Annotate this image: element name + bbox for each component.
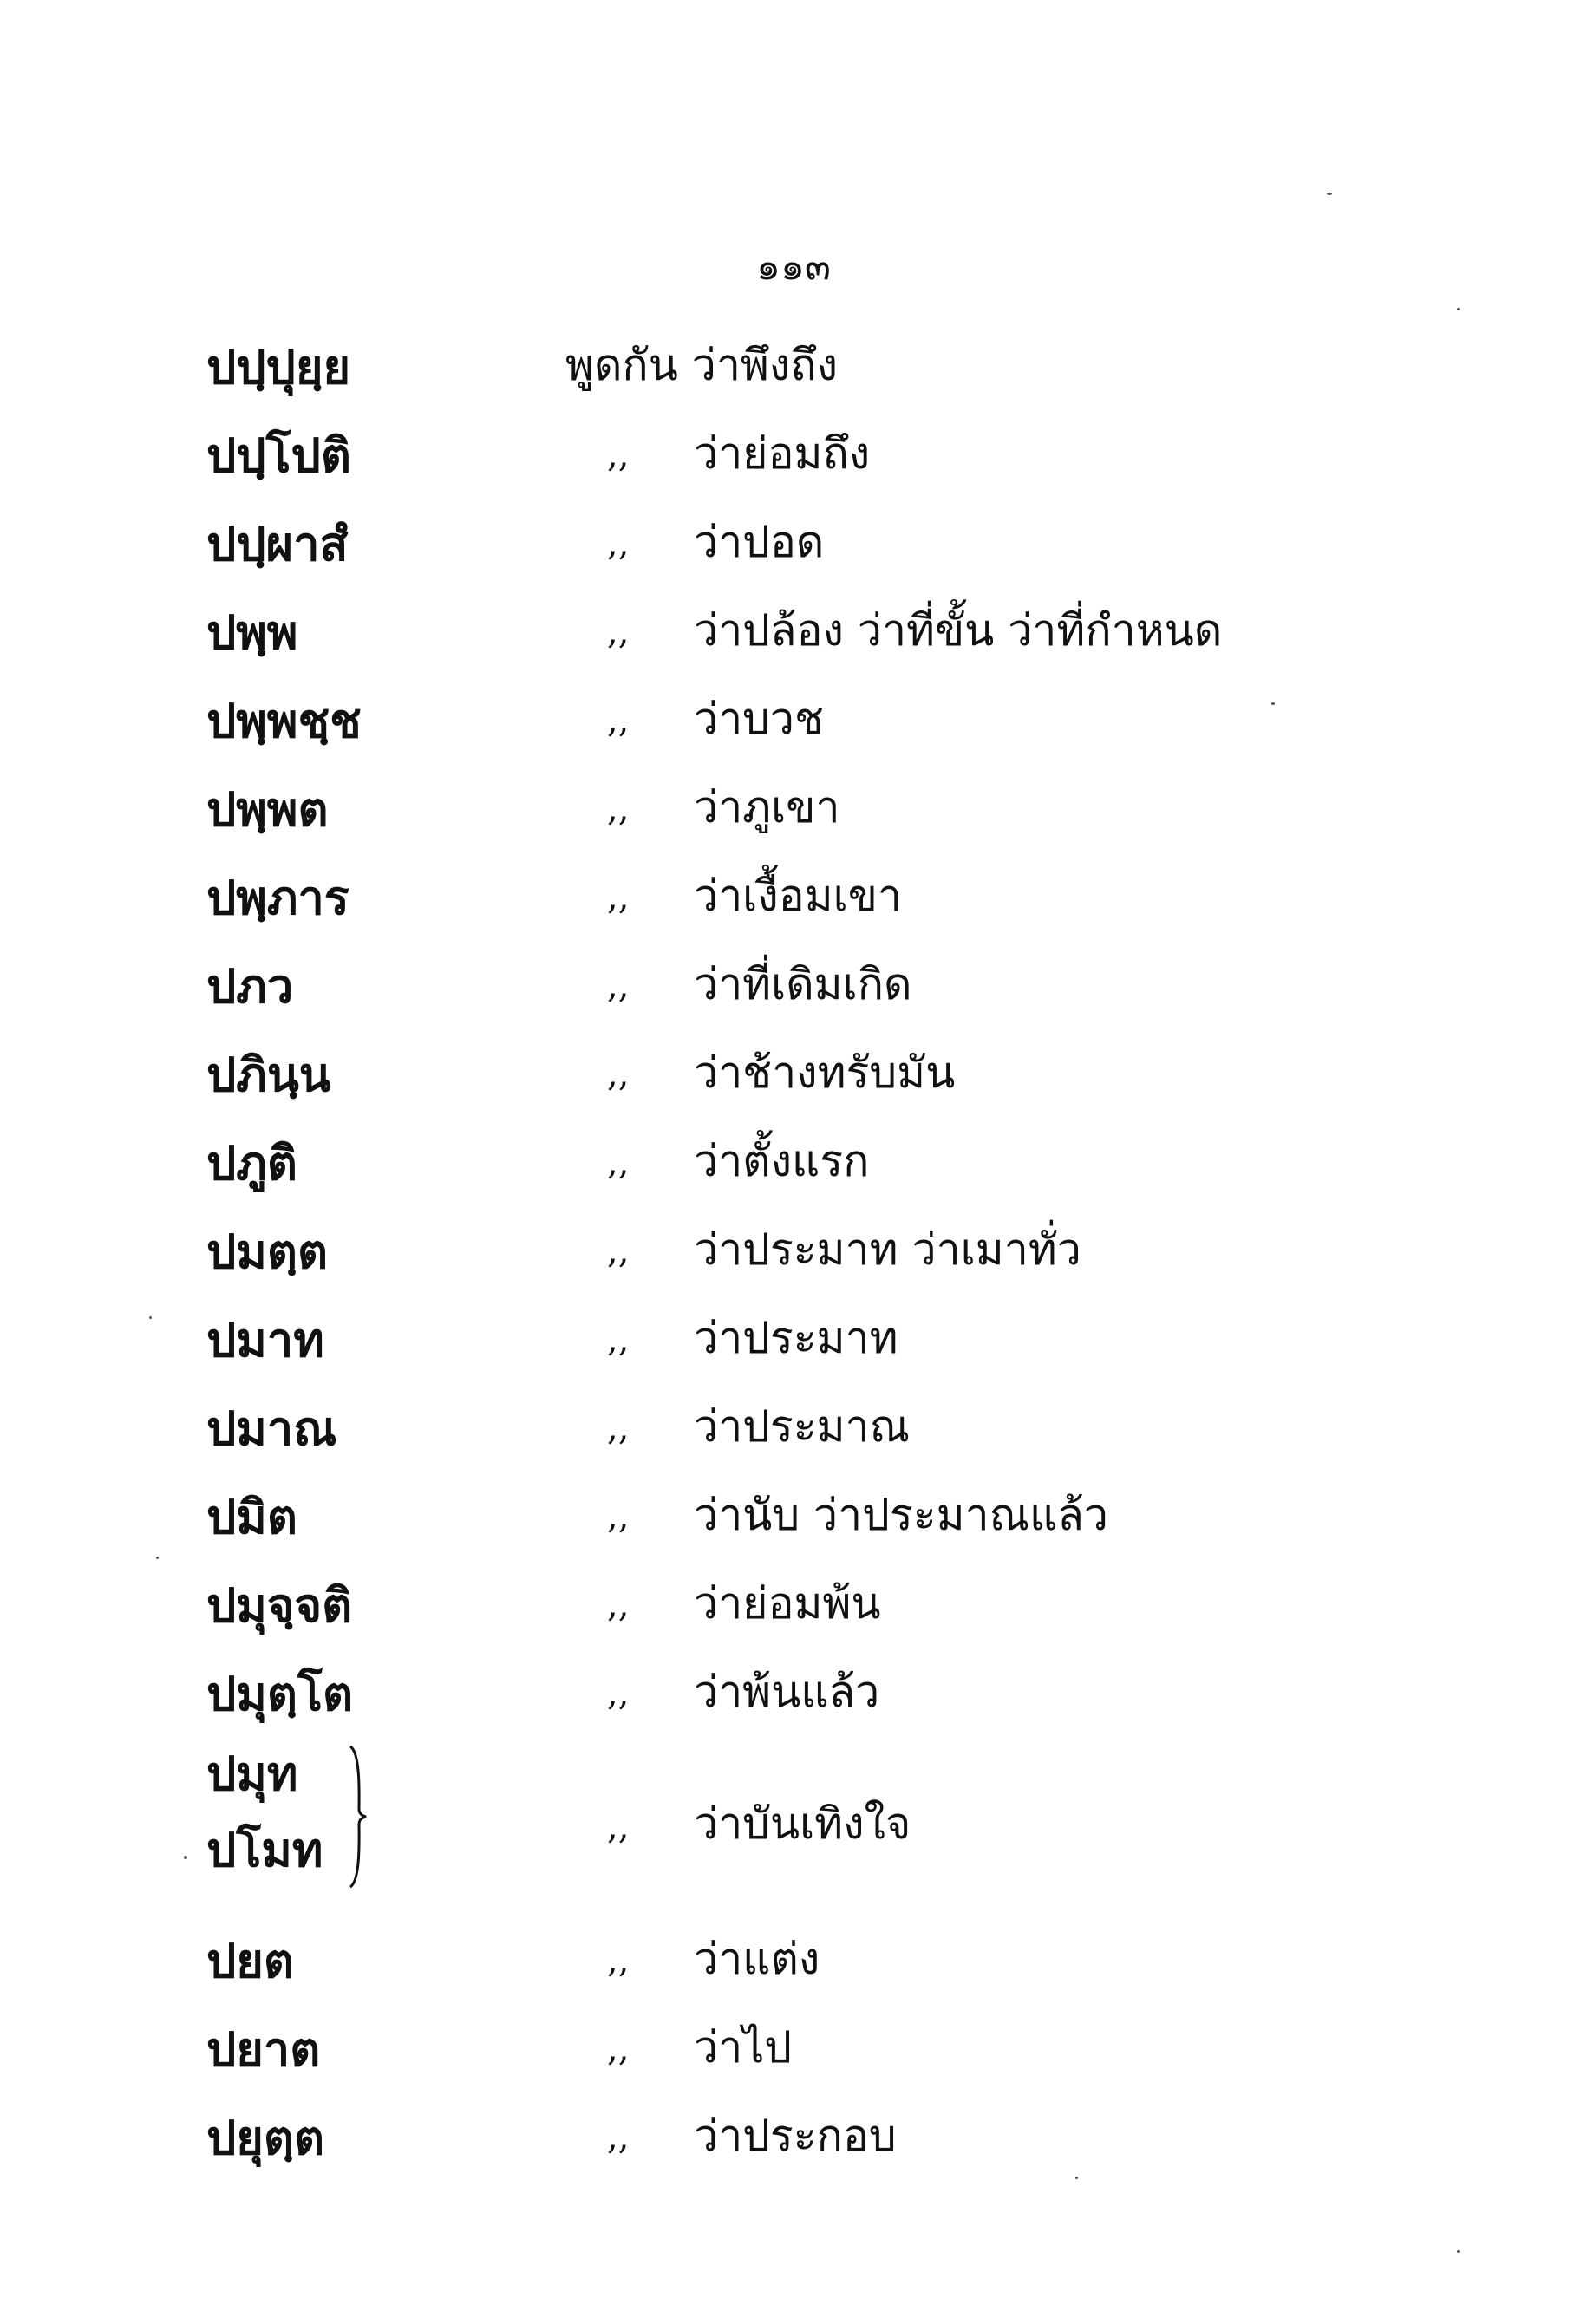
headword: ปภูติ bbox=[206, 1135, 297, 1191]
ditto-mark: ,, bbox=[607, 1231, 630, 1271]
headword: ปมุจฺจติ bbox=[206, 1577, 353, 1633]
list-item bbox=[0, 586, 1587, 673]
ditto-mark: ,, bbox=[607, 1497, 630, 1537]
list-item bbox=[0, 1382, 1587, 1469]
page-number: ๑๑๓ bbox=[756, 245, 831, 289]
definition: พูดกัน ว่าพึงถึง bbox=[565, 340, 838, 390]
headword: ปยุตฺต bbox=[206, 2110, 325, 2165]
scan-speck bbox=[184, 1856, 187, 1859]
headword: ปพฺพ bbox=[206, 604, 298, 660]
ditto-mark: ,, bbox=[607, 1941, 630, 1981]
headword: ปพฺพชฺช bbox=[206, 693, 362, 748]
ditto-mark: ,, bbox=[607, 612, 630, 652]
ditto-mark: ,, bbox=[607, 524, 630, 564]
headword: ปโมท bbox=[206, 1822, 323, 1877]
definition: ว่าเงื้อมเขา bbox=[694, 871, 902, 921]
scan-speck bbox=[1457, 308, 1460, 310]
headword: ปพฺภาร bbox=[206, 870, 349, 925]
ditto-mark: ,, bbox=[607, 1320, 630, 1360]
list-item bbox=[0, 498, 1587, 584]
dictionary-entries bbox=[0, 321, 1587, 2229]
definition: ว่าไป bbox=[694, 2022, 793, 2073]
definition: ว่าประกอบ bbox=[694, 2111, 897, 2161]
grouped-entry bbox=[0, 1736, 1587, 1909]
definition: ว่าบันเทิงใจ bbox=[694, 1798, 911, 1849]
headword: ปมาท bbox=[206, 1312, 324, 1368]
ditto-mark: ,, bbox=[607, 701, 630, 741]
ditto-mark: ,, bbox=[607, 1674, 630, 1714]
definition: ว่าบวช bbox=[694, 694, 824, 744]
headword: ปมตฺต bbox=[206, 1224, 329, 1279]
ditto-mark: ,, bbox=[607, 1585, 630, 1625]
ditto-mark: ,, bbox=[607, 1054, 630, 1094]
scan-speck bbox=[149, 1316, 152, 1319]
scan-speck bbox=[156, 1557, 159, 1559]
definition: ว่าแต่ง bbox=[694, 1934, 820, 1984]
scan-speck bbox=[1271, 702, 1275, 705]
scan-speck bbox=[1327, 193, 1332, 195]
headword: ปปฺปุยฺย bbox=[206, 339, 351, 395]
list-item bbox=[0, 1294, 1587, 1381]
definition: ว่าประมาท ว่าเมาทั่ว bbox=[694, 1224, 1081, 1275]
definition: ว่าภูเขา bbox=[694, 782, 840, 832]
definition: ว่าย่อมพ้น bbox=[694, 1578, 881, 1629]
headword: ปมาณ bbox=[206, 1400, 337, 1456]
headword: ปมุท bbox=[206, 1746, 298, 1801]
scan-speck bbox=[1457, 2250, 1460, 2253]
definition: ว่าพ้นแล้ว bbox=[694, 1667, 880, 1717]
ditto-mark: ,, bbox=[607, 2029, 630, 2069]
headword: ปมิต bbox=[206, 1489, 297, 1544]
list-item bbox=[0, 1117, 1587, 1204]
headword: ปมุตฺโต bbox=[206, 1666, 354, 1721]
definition: ว่าตั้งแรก bbox=[694, 1136, 870, 1186]
definition: ว่าประมาณ bbox=[694, 1401, 911, 1452]
list-item bbox=[0, 763, 1587, 850]
headword: ปภินฺน bbox=[206, 1047, 331, 1102]
right-brace bbox=[347, 1745, 368, 1889]
list-item bbox=[0, 1028, 1587, 1115]
headword: ปปฺโปติ bbox=[206, 428, 351, 483]
ditto-mark: ,, bbox=[607, 878, 630, 917]
list-item bbox=[0, 2092, 1587, 2178]
list-item bbox=[0, 675, 1587, 761]
list-item bbox=[0, 852, 1587, 938]
ditto-mark: ,, bbox=[607, 966, 630, 1006]
headword: ปยต bbox=[206, 1933, 294, 1988]
headword: ปพฺพต bbox=[206, 781, 329, 837]
list-item bbox=[0, 321, 1587, 408]
ditto-mark: ,, bbox=[607, 2118, 630, 2158]
headword: ปปฺผาสํ bbox=[206, 516, 349, 571]
definition: ว่าที่เดิมเกิด bbox=[694, 959, 912, 1009]
ditto-mark: ,, bbox=[607, 435, 630, 475]
list-item bbox=[0, 1915, 1587, 2001]
ditto-mark: ,, bbox=[607, 1408, 630, 1448]
list-item bbox=[0, 1559, 1587, 1646]
definition: ว่าย่อมถึง bbox=[694, 428, 871, 479]
list-item bbox=[0, 409, 1587, 496]
list-item bbox=[0, 1471, 1587, 1557]
headword: ปยาต bbox=[206, 2021, 321, 2077]
ditto-mark: ,, bbox=[607, 1807, 630, 1847]
list-item bbox=[0, 1205, 1587, 1292]
list-item bbox=[0, 2003, 1587, 2090]
definition: ว่าปอด bbox=[694, 517, 825, 567]
ditto-mark: ,, bbox=[607, 1143, 630, 1183]
definition: ว่านับ ว่าประมาณแล้ว bbox=[694, 1490, 1108, 1540]
scan-speck bbox=[1075, 2177, 1078, 2179]
definition: ว่าช้างทรับมัน bbox=[694, 1048, 956, 1098]
list-item bbox=[0, 1648, 1587, 1734]
definition: ว่าปล้อง ว่าที่ขั้น ว่าที่กำหนด bbox=[694, 605, 1223, 656]
ditto-mark: ,, bbox=[607, 789, 630, 829]
headword: ปภว bbox=[206, 958, 294, 1014]
definition: ว่าประมาท bbox=[694, 1313, 898, 1363]
list-item bbox=[0, 940, 1587, 1027]
